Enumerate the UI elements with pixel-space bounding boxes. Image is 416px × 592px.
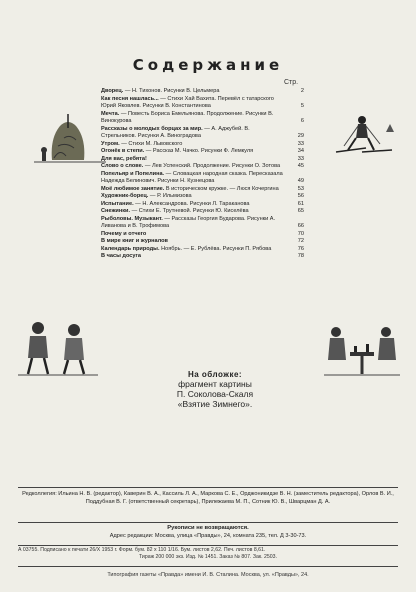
toc-entry	[101, 110, 304, 126]
toc-entry	[101, 230, 304, 239]
divider	[18, 487, 398, 488]
toc-entry-page: 61	[297, 200, 304, 207]
toc-entry-page: 29	[297, 133, 304, 139]
toc-entry-title: Испытание.	[101, 200, 134, 207]
toc-entry-title: Для вас, ребята!	[101, 155, 147, 162]
toc-entry	[101, 155, 304, 164]
toc-entry	[101, 95, 304, 111]
toc-entry-credit: — Н. Тихонов. Рисунки В. Цельмера	[123, 88, 220, 94]
toc-entry-page: 2	[300, 88, 304, 94]
toc-entry-page: 70	[297, 230, 304, 237]
toc-entry	[101, 193, 304, 201]
toc-entry-credit: — Стихи Хай Вахита. Перевёл с татарского Юрий Яковлев. Рисунки В. Константинова	[101, 95, 274, 109]
toc-entry	[101, 170, 304, 186]
toc-entry-title: В мире книг и журналов	[101, 238, 168, 244]
toc-entry-title: Мечта.	[101, 110, 120, 117]
toc-entry-page: 6	[300, 118, 304, 124]
divider	[18, 566, 398, 567]
toc-entry-page: 72	[297, 238, 304, 244]
page-title: Содержание	[132, 56, 284, 74]
toc-entry	[101, 148, 304, 156]
toc-entry-title: Слово о слове.	[101, 163, 144, 169]
cover-note-line: фрагмент картины	[178, 379, 252, 389]
toc-entry-page: 34	[297, 148, 304, 154]
toc-entry-credit: — Рассказ М. Чачко. Рисунки Ф. Лемкуля	[144, 148, 254, 154]
toc-entry-credit: — Лев Успенский. Продолжение. Рисунки О. Зотова	[143, 163, 281, 169]
toc-entry-page: 53	[297, 185, 304, 192]
toc-entry-title: Календарь природы.	[101, 245, 160, 252]
toc-entry-title: Попельяр и Попелина.	[101, 170, 165, 177]
editorial-address: Адрес редакции: Москва, улица «Правды», 24, комната 235, тел. Д 3-30-73.	[109, 533, 307, 539]
toc-entry-title: Огонёк в степи.	[101, 148, 145, 154]
toc-entry	[101, 208, 304, 216]
toc-entry-credit: — А. Аджубей. В. Стрельников. Рисунки А. Виноградова	[101, 125, 250, 139]
toc-entry-credit: — Р. Ильмизова	[148, 193, 192, 199]
print-info-line: А 03755. Подписано к печати 26/X 1953 г. Форм. бум. 82 x 110 1/16. Бум. листов 2,62. Печ. листов 8,61.	[18, 547, 266, 553]
toc-entry-credit: В историческом кружке. — Люся Кочергина	[164, 185, 279, 192]
toc-entry-credit: — Стихи Е. Трутневой. Рисунки Ю. Киселёва	[130, 208, 249, 214]
toc-entry	[101, 125, 304, 141]
haystack-illustration	[30, 108, 110, 170]
toc-entry-title: В часы досуга	[101, 253, 141, 259]
toc-entry-credit: — Стихи М. Львовского	[119, 140, 183, 147]
chess-players-illustration	[322, 318, 402, 380]
toc-entry-page: 66	[297, 223, 304, 229]
printing-house: Типография газеты «Правда» имени И. В. Сталина. Москва, ул. «Правды», 24.	[107, 572, 309, 578]
editorial-notes	[18, 525, 398, 540]
toc-entry-title: Почему и отчего	[101, 230, 147, 237]
toc-entry	[101, 245, 304, 254]
toc-entry	[101, 253, 304, 261]
toc-entry-page: 76	[297, 245, 304, 252]
print-info	[18, 547, 398, 561]
toc-entry-credit: — Н. Александрова. Рисунки Л. Тараканова	[133, 200, 250, 207]
toc-entry-title: Рассказы о молодых борцах за мир.	[101, 125, 203, 132]
toc-entry-page: 33	[297, 155, 304, 162]
toc-entry	[101, 238, 304, 246]
toc-entry-credit: Ноябрь. — Е. Рублёва. Рисунки П. Рябова	[159, 245, 272, 252]
toc-entry-title: Снежинки.	[101, 208, 131, 214]
toc-entry-page: 78	[297, 253, 304, 259]
editorial-board: Редколлегия: Ильина Н. В. (редактор), Каверин В. А., Кассиль Л. А., Маркова С. Е., Орджоникидзе В. Н. (заместитель редактора), Орлов В. И., Поддубная В. Г. (ответственный секретарь), Прилежаева М. П., Сотник Ю. В., Шварцман Д. А.	[22, 491, 394, 505]
cover-note	[130, 370, 300, 409]
toc-entry	[101, 215, 304, 231]
toc-entry-credit: — Рассказы Георгия Бударова. Рисунки А. Ливанова и В. Трофимова	[101, 215, 276, 229]
toc-entry-title: Моё любимое занятие.	[101, 185, 165, 192]
cover-note-heading: На обложке:	[187, 370, 243, 379]
toc-entry-title: Как песня нашлась...	[101, 95, 159, 102]
toc-entry	[101, 200, 304, 209]
toc-entry	[101, 185, 304, 194]
manuscripts-note: Рукописи не возвращаются.	[167, 525, 249, 531]
toc-entry-page: 5	[300, 103, 304, 109]
toc-entry-page: 56	[297, 193, 304, 199]
toc-entry-credit: — Словацкая народная сказка. Пересказала Надежда Белинович. Рисунки Н. Кузнецова	[101, 170, 283, 184]
print-info-line: Тираж 200 000 экз. Изд. № 1451. Заказ № 807. Зак. 2503.	[138, 554, 278, 560]
skier-illustration	[322, 112, 402, 162]
toc-entry-credit: — Повесть Бориса Емельянова. Продолжение. Рисунки В. Винокурова	[101, 110, 274, 124]
divider	[18, 545, 398, 546]
toc-entry-title: Дворец.	[101, 88, 124, 94]
toc-entry-page: 33	[297, 140, 304, 147]
toc-entry-page: 45	[297, 163, 304, 169]
toc-entry-title: Рыболовы. Музыкант.	[101, 215, 163, 222]
cover-note-line: П. Соколова-Скаля	[176, 389, 254, 399]
divider	[18, 522, 398, 523]
toc-entry	[101, 163, 304, 171]
toc-entry-title: Художник-борец.	[101, 193, 149, 199]
toc-entry	[101, 88, 304, 96]
toc-entry	[101, 140, 304, 149]
page-column-label: Стр.	[284, 79, 299, 86]
cover-note-line: «Взятие Зимнего».	[177, 399, 253, 409]
toc-entry-page: 65	[297, 208, 304, 214]
toc-entry-title: Утром.	[101, 140, 120, 147]
toc-entry-page: 49	[297, 178, 304, 184]
table-of-contents	[101, 88, 304, 261]
boys-illustration	[14, 318, 102, 378]
